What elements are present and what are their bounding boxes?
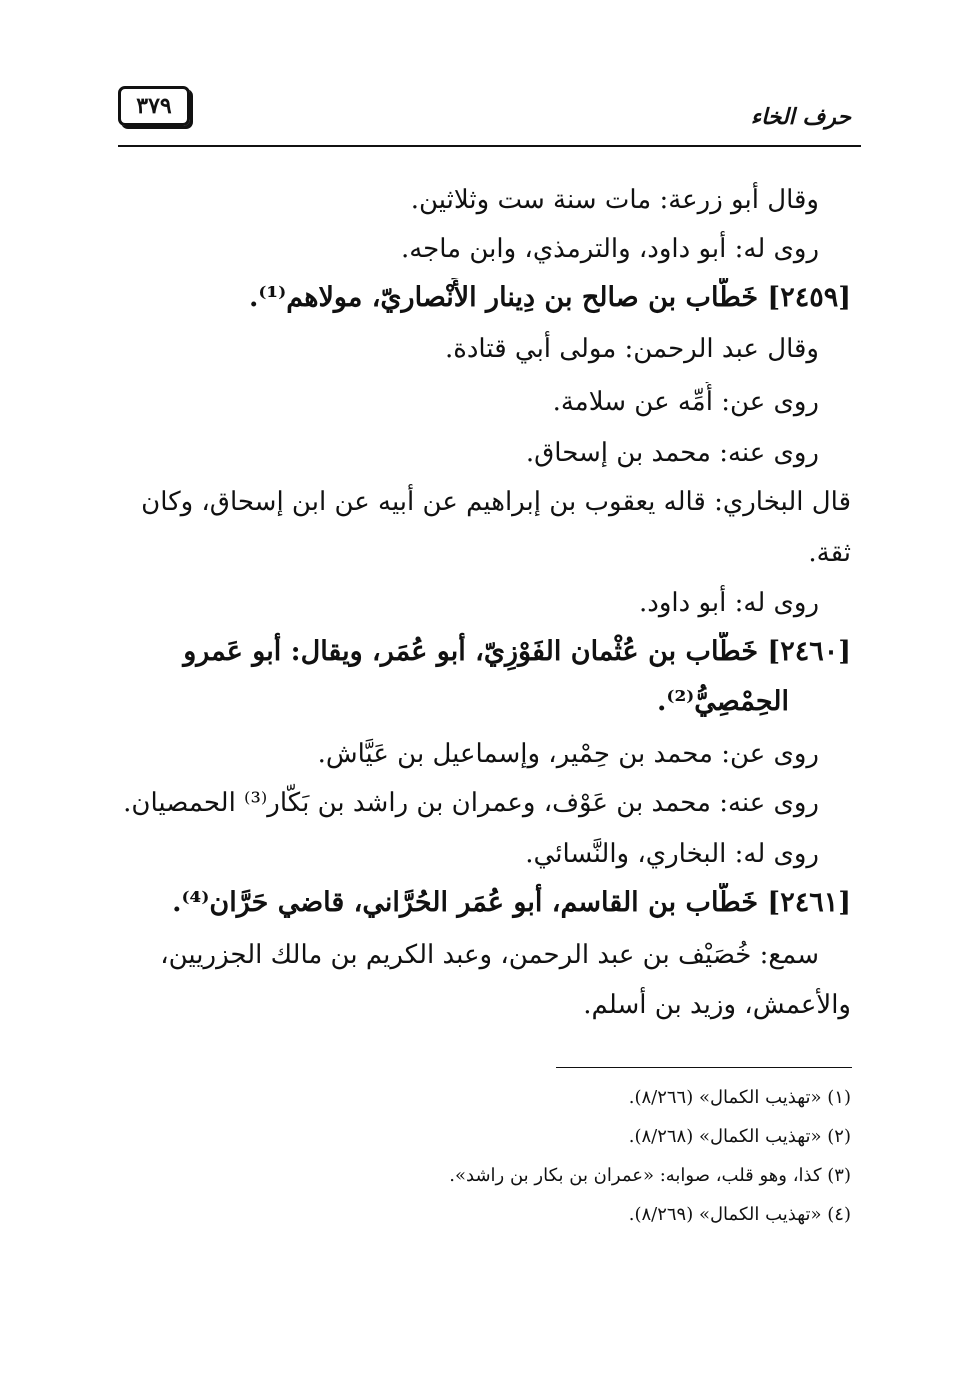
body-line-9: روى له: أبو داود. xyxy=(639,588,819,618)
body-line-7: قال البخاري: قاله يعقوب بن إبراهيم عن أبيه عن ابن إسحاق، وكان xyxy=(141,487,851,517)
body-line-8: ثقة. xyxy=(808,538,851,568)
header-divider xyxy=(118,145,861,147)
entry-heading-2460: [٢٤٦٠] خَطَّاب بن عُثْمان الفَوْزِيّ، أبو عُمَر، ويقال: أبو عَمرو xyxy=(183,636,851,667)
footnote-3: (٣) كذا، وهو قلب، صوابه: «عمران بن بكار بن راشد». xyxy=(449,1165,851,1186)
body-line-6: روى عنه: محمد بن إسحاق. xyxy=(525,438,819,468)
body-line-16: سمع: خُصَيْف بن عبد الرحمن، وعبد الكريم بن مالك الجزريين، xyxy=(160,940,819,970)
footnote-1: (١) «تهذيب الكمال» (٨/٢٦٦). xyxy=(628,1087,851,1108)
entry-heading-2461: [٢٤٦١] خَطَّاب بن القاسم، أبو عُمَر الحُرَّاني، قاضي حَرَّان⁽⁴⁾. xyxy=(172,887,851,918)
page-number: ٣٧٩ xyxy=(118,86,190,126)
entry-heading-2460-continued: الحِمْصِيُّ⁽²⁾. xyxy=(656,686,789,717)
entry-heading-2459: [٢٤٥٩] خَطَّاب بن صالح بن دِينار الأَنْصاريّ، مولاهم⁽¹⁾. xyxy=(248,282,851,313)
body-line-5: روى عن: أُمِّه عن سلامة. xyxy=(552,387,819,417)
body-line-1: وقال أبو زرعة: مات سنة ست وثلاثين. xyxy=(410,185,819,215)
footnote-divider xyxy=(556,1067,852,1068)
footnote-2: (٢) «تهذيب الكمال» (٨/٢٦٨). xyxy=(628,1126,851,1147)
body-line-4: وقال عبد الرحمن: مولى أبي قتادة. xyxy=(444,334,819,364)
body-line-13: روى عنه: محمد بن عَوْف، وعمران بن راشد بن بَكّار⁽³⁾ الحمصيان. xyxy=(123,788,819,818)
body-line-17: والأعمش، وزيد بن أسلم. xyxy=(583,990,851,1020)
body-line-14: روى له: البخاري، والنَّسائي. xyxy=(525,839,819,869)
footnote-4: (٤) «تهذيب الكمال» (٨/٢٦٩). xyxy=(628,1204,851,1225)
running-header-title: حرف الخاء xyxy=(750,104,851,130)
body-line-12: روى عن: محمد بن حِمْير، وإسماعيل بن عَيَّاش. xyxy=(317,739,819,769)
body-line-2: روى له: أبو داود، والترمذي، وابن ماجه. xyxy=(400,234,819,264)
